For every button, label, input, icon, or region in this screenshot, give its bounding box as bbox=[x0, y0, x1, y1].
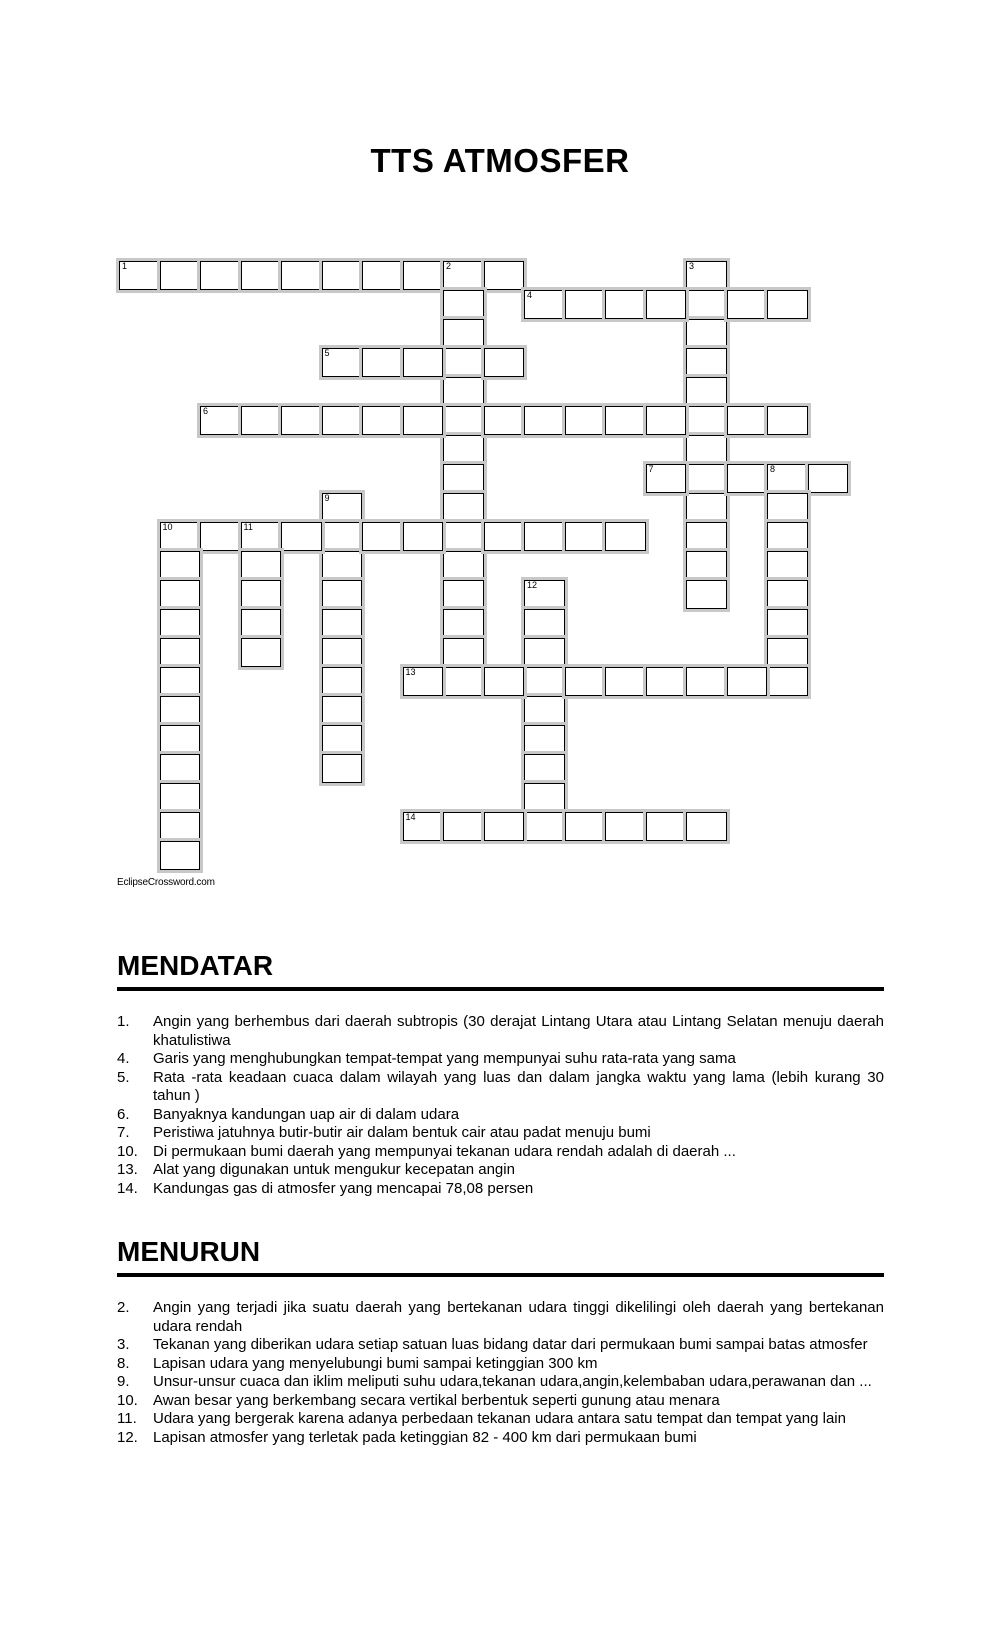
crossword-cell[interactable] bbox=[160, 754, 201, 783]
crossword-cell[interactable] bbox=[767, 551, 808, 580]
crossword-cell[interactable] bbox=[443, 493, 484, 522]
crossword-cell[interactable] bbox=[686, 464, 727, 493]
crossword-cell[interactable] bbox=[200, 522, 241, 551]
crossword-cell[interactable] bbox=[322, 609, 363, 638]
clue-item-text: Garis yang menghubungkan tempat-tempat yang mempunyai suhu rata-rata yang sama bbox=[153, 1050, 736, 1067]
clue-item bbox=[117, 1336, 884, 1355]
clue-number: 6 bbox=[203, 406, 209, 416]
clue-item bbox=[117, 1161, 884, 1180]
crossword-cell[interactable] bbox=[727, 406, 768, 435]
crossword-cell[interactable] bbox=[322, 493, 363, 522]
crossword-cell[interactable] bbox=[443, 580, 484, 609]
crossword-cell[interactable] bbox=[686, 551, 727, 580]
clue-item-text: Banyaknya kandungan uap air di dalam udara bbox=[153, 1105, 460, 1123]
mendatar-clue-list bbox=[117, 1013, 884, 1198]
crossword-cell[interactable] bbox=[686, 377, 727, 406]
crossword-cell[interactable] bbox=[524, 696, 565, 725]
clue-item bbox=[117, 1069, 884, 1106]
clue-item-number: 12. bbox=[117, 1428, 138, 1446]
crossword-cell[interactable] bbox=[403, 348, 444, 377]
crossword-cell[interactable] bbox=[443, 290, 484, 319]
clue-item bbox=[117, 1106, 884, 1125]
crossword-cell[interactable] bbox=[686, 493, 727, 522]
clue-item bbox=[117, 1143, 884, 1162]
clue-item-text: Angin yang berhembus dari daerah subtropis (30 derajat Lintang Utara atau Lintang Selatan menuju daerah khatulistiwa bbox=[153, 1013, 884, 1049]
crossword-cell[interactable] bbox=[524, 725, 565, 754]
crossword-cell[interactable] bbox=[241, 406, 282, 435]
crossword-cell[interactable] bbox=[160, 580, 201, 609]
menurun-divider bbox=[117, 1273, 884, 1277]
clue-item bbox=[117, 1124, 884, 1143]
crossword-cell[interactable] bbox=[403, 667, 444, 696]
crossword-cell[interactable] bbox=[160, 725, 201, 754]
crossword-cell[interactable] bbox=[727, 667, 768, 696]
crossword-cell[interactable] bbox=[443, 435, 484, 464]
crossword-cell[interactable] bbox=[484, 261, 525, 290]
crossword-cell[interactable] bbox=[646, 812, 687, 841]
crossword-cell[interactable] bbox=[403, 406, 444, 435]
crossword-cell[interactable] bbox=[443, 522, 484, 551]
clue-item-number: 14. bbox=[117, 1179, 138, 1197]
crossword-cell[interactable] bbox=[322, 406, 363, 435]
crossword-cell[interactable] bbox=[322, 522, 363, 551]
crossword-cell[interactable] bbox=[767, 406, 808, 435]
clue-item-number: 1. bbox=[117, 1013, 130, 1030]
crossword-cell[interactable] bbox=[484, 812, 525, 841]
crossword-cell[interactable] bbox=[686, 812, 727, 841]
mendatar-divider bbox=[117, 987, 884, 991]
crossword-cell[interactable] bbox=[322, 551, 363, 580]
crossword-cell[interactable] bbox=[686, 580, 727, 609]
crossword-cell[interactable] bbox=[443, 406, 484, 435]
crossword-cell[interactable] bbox=[767, 290, 808, 319]
clue-item-text: Angin yang terjadi jika suatu daerah yang bertekanan udara tinggi dikelilingi oleh daerah yang bertekanan udara rendah bbox=[153, 1299, 884, 1335]
crossword-cell[interactable] bbox=[443, 638, 484, 667]
clue-number: 2 bbox=[446, 261, 452, 271]
clue-item-text: Rata -rata keadaan cuaca dalam wilayah yang luas dan dalam jangka waktu yang lama (lebih kurang 30 tahun ) bbox=[153, 1068, 884, 1104]
crossword-cell[interactable] bbox=[767, 638, 808, 667]
crossword-cell[interactable] bbox=[443, 464, 484, 493]
clue-item bbox=[117, 1429, 884, 1448]
crossword-cell[interactable] bbox=[160, 261, 201, 290]
page-title: TTS ATMOSFER bbox=[370, 142, 630, 179]
credit-text: EclipseCrossword.com bbox=[117, 877, 215, 888]
crossword-cell[interactable] bbox=[767, 609, 808, 638]
crossword-cell[interactable] bbox=[686, 522, 727, 551]
clue-item bbox=[117, 1355, 884, 1374]
clue-number: 5 bbox=[324, 348, 330, 358]
crossword-cell[interactable] bbox=[524, 290, 565, 319]
clue-item-text: Lapisan udara yang menyelubungi bumi sampai ketinggian 300 km bbox=[153, 1354, 598, 1372]
crossword-cell[interactable] bbox=[322, 348, 363, 377]
crossword-cell[interactable] bbox=[767, 493, 808, 522]
crossword-cell[interactable] bbox=[524, 783, 565, 812]
clue-item-text: Di permukaan bumi daerah yang mempunyai tekanan udara rendah adalah di daerah ... bbox=[153, 1142, 736, 1160]
crossword-cell[interactable] bbox=[524, 522, 565, 551]
crossword-cell[interactable] bbox=[484, 348, 525, 377]
clue-number: 3 bbox=[689, 261, 695, 271]
crossword-cell[interactable] bbox=[160, 609, 201, 638]
clue-item-number: 13. bbox=[117, 1161, 138, 1178]
crossword-cell[interactable] bbox=[524, 406, 565, 435]
crossword-cell[interactable] bbox=[565, 522, 606, 551]
clue-number: 7 bbox=[648, 464, 654, 474]
crossword-cell[interactable] bbox=[524, 754, 565, 783]
crossword-cell[interactable] bbox=[727, 290, 768, 319]
clue-item-text: Unsur-unsur cuaca dan iklim meliputi suhu udara,tekanan udara,angin,kelembaban udara,perawanan dan ... bbox=[153, 1373, 872, 1390]
clue-item-number: 5. bbox=[117, 1068, 130, 1086]
clue-number: 11 bbox=[243, 522, 253, 532]
crossword-cell[interactable] bbox=[646, 406, 687, 435]
clue-item-text: Kandungas gas di atmosfer yang mencapai 78,08 persen bbox=[153, 1179, 534, 1197]
clue-number: 13 bbox=[405, 667, 416, 677]
clue-item bbox=[117, 1180, 884, 1199]
crossword-cell[interactable] bbox=[403, 261, 444, 290]
crossword-cell[interactable] bbox=[605, 522, 646, 551]
crossword-cell[interactable] bbox=[605, 667, 646, 696]
crossword-cell[interactable] bbox=[241, 522, 282, 551]
clue-item-number: 4. bbox=[117, 1050, 130, 1067]
clue-item bbox=[117, 1373, 884, 1392]
crossword-cell[interactable] bbox=[646, 464, 687, 493]
clue-item bbox=[117, 1392, 884, 1411]
clue-item-text: Awan besar yang berkembang secara vertikal berbentuk seperti gunung atau menara bbox=[153, 1391, 720, 1409]
clue-number: 1 bbox=[122, 261, 128, 271]
clue-item-text: Tekanan yang diberikan udara setiap satuan luas bidang datar dari permukaan bumi sampai batas atmosfer bbox=[153, 1336, 868, 1353]
clue-item-text: Udara yang bergerak karena adanya perbedaan tekanan udara antara satu tempat dan tempat yang lain bbox=[153, 1410, 846, 1427]
crossword-cell[interactable] bbox=[524, 638, 565, 667]
crossword-cell[interactable] bbox=[484, 406, 525, 435]
crossword-cell[interactable] bbox=[565, 290, 606, 319]
crossword-cell[interactable] bbox=[281, 406, 322, 435]
crossword-cell[interactable] bbox=[646, 290, 687, 319]
crossword-cell[interactable] bbox=[767, 464, 808, 493]
crossword-cell[interactable] bbox=[686, 435, 727, 464]
clue-number: 12 bbox=[527, 580, 538, 590]
clue-item-number: 11. bbox=[117, 1410, 137, 1427]
crossword-cell[interactable] bbox=[241, 580, 282, 609]
crossword-cell[interactable] bbox=[281, 522, 322, 551]
crossword-cell[interactable] bbox=[403, 812, 444, 841]
clue-item-number: 8. bbox=[117, 1354, 130, 1372]
mendatar-heading: MENDATAR bbox=[117, 950, 274, 981]
clue-number: 8 bbox=[770, 464, 776, 474]
crossword-cell[interactable] bbox=[443, 319, 484, 348]
crossword-cell[interactable] bbox=[241, 261, 282, 290]
crossword-cell[interactable] bbox=[565, 406, 606, 435]
crossword-cell[interactable] bbox=[443, 551, 484, 580]
crossword-cell[interactable] bbox=[443, 377, 484, 406]
clue-number: 9 bbox=[324, 493, 330, 503]
crossword-cell[interactable] bbox=[362, 261, 403, 290]
crossword-cell[interactable] bbox=[686, 261, 727, 290]
crossword-cell[interactable] bbox=[322, 580, 363, 609]
crossword-cell[interactable] bbox=[200, 406, 241, 435]
crossword-cell[interactable] bbox=[524, 609, 565, 638]
clue-item-number: 7. bbox=[117, 1124, 130, 1141]
crossword-cell[interactable] bbox=[160, 667, 201, 696]
crossword-cell[interactable] bbox=[524, 812, 565, 841]
clue-number: 4 bbox=[527, 290, 533, 300]
clue-item-text: Peristiwa jatuhnya butir-butir air dalam bentuk cair atau padat menuju bumi bbox=[153, 1124, 651, 1141]
clue-item-number: 2. bbox=[117, 1299, 130, 1316]
clue-item-number: 10. bbox=[117, 1142, 138, 1160]
crossword-cell[interactable] bbox=[322, 261, 363, 290]
crossword-cell[interactable] bbox=[443, 667, 484, 696]
crossword-cell[interactable] bbox=[767, 522, 808, 551]
crossword-cell[interactable] bbox=[119, 261, 160, 290]
crossword-cell[interactable] bbox=[322, 696, 363, 725]
crossword-cell[interactable] bbox=[646, 667, 687, 696]
crossword-cell[interactable] bbox=[322, 754, 363, 783]
crossword-cell[interactable] bbox=[160, 783, 201, 812]
clue-number: 14 bbox=[405, 812, 416, 822]
clue-item-number: 9. bbox=[117, 1373, 130, 1390]
crossword-cell[interactable] bbox=[160, 812, 201, 841]
crossword-cell[interactable] bbox=[443, 348, 484, 377]
crossword-cell[interactable] bbox=[241, 609, 282, 638]
crossword-cell[interactable] bbox=[524, 580, 565, 609]
crossword-cell[interactable] bbox=[686, 290, 727, 319]
crossword-cell[interactable] bbox=[524, 667, 565, 696]
crossword-cell[interactable] bbox=[322, 667, 363, 696]
crossword-cell[interactable] bbox=[808, 464, 849, 493]
clue-item-number: 10. bbox=[117, 1391, 138, 1409]
clue-number: 10 bbox=[162, 522, 173, 532]
crossword-cell[interactable] bbox=[605, 290, 646, 319]
clue-item bbox=[117, 1050, 884, 1069]
crossword-cell[interactable] bbox=[160, 638, 201, 667]
menurun-heading: MENURUN bbox=[117, 1236, 261, 1267]
crossword-cell[interactable] bbox=[241, 551, 282, 580]
crossword-cell[interactable] bbox=[484, 667, 525, 696]
crossword-cell[interactable] bbox=[443, 261, 484, 290]
crossword-cell[interactable] bbox=[565, 812, 606, 841]
crossword-cell[interactable] bbox=[686, 406, 727, 435]
crossword-cell[interactable] bbox=[443, 609, 484, 638]
clue-item bbox=[117, 1410, 884, 1429]
menurun-clue-list bbox=[117, 1299, 884, 1447]
crossword-cell[interactable] bbox=[686, 348, 727, 377]
crossword-cell[interactable] bbox=[565, 667, 606, 696]
crossword-cell[interactable] bbox=[605, 812, 646, 841]
crossword-cell[interactable] bbox=[362, 348, 403, 377]
crossword-cell[interactable] bbox=[686, 667, 727, 696]
crossword-cell[interactable] bbox=[160, 841, 201, 870]
crossword-cell[interactable] bbox=[443, 812, 484, 841]
clue-item-text: Lapisan atmosfer yang terletak pada ketinggian 82 - 400 km dari permukaan bumi bbox=[153, 1428, 697, 1446]
crossword-cell[interactable] bbox=[281, 261, 322, 290]
crossword-cell[interactable] bbox=[160, 696, 201, 725]
crossword-cell[interactable] bbox=[241, 638, 282, 667]
clue-item-number: 3. bbox=[117, 1336, 130, 1353]
crossword-cell[interactable] bbox=[362, 522, 403, 551]
clue-item bbox=[117, 1299, 884, 1336]
clue-item-text: Alat yang digunakan untuk mengukur kecepatan angin bbox=[153, 1161, 515, 1178]
crossword-cell[interactable] bbox=[200, 261, 241, 290]
clue-item-number: 6. bbox=[117, 1105, 130, 1123]
crossword-cell[interactable] bbox=[322, 638, 363, 667]
crossword-cell[interactable] bbox=[160, 551, 201, 580]
clue-item bbox=[117, 1013, 884, 1050]
crossword-cell[interactable] bbox=[767, 667, 808, 696]
crossword-cell[interactable] bbox=[322, 725, 363, 754]
crossword-cell[interactable] bbox=[605, 406, 646, 435]
crossword-cell[interactable] bbox=[403, 522, 444, 551]
crossword-cell[interactable] bbox=[484, 522, 525, 551]
crossword-cell[interactable] bbox=[160, 522, 201, 551]
crossword-cell[interactable] bbox=[727, 464, 768, 493]
crossword-cell[interactable] bbox=[686, 319, 727, 348]
crossword-cell[interactable] bbox=[362, 406, 403, 435]
crossword-cell[interactable] bbox=[767, 580, 808, 609]
